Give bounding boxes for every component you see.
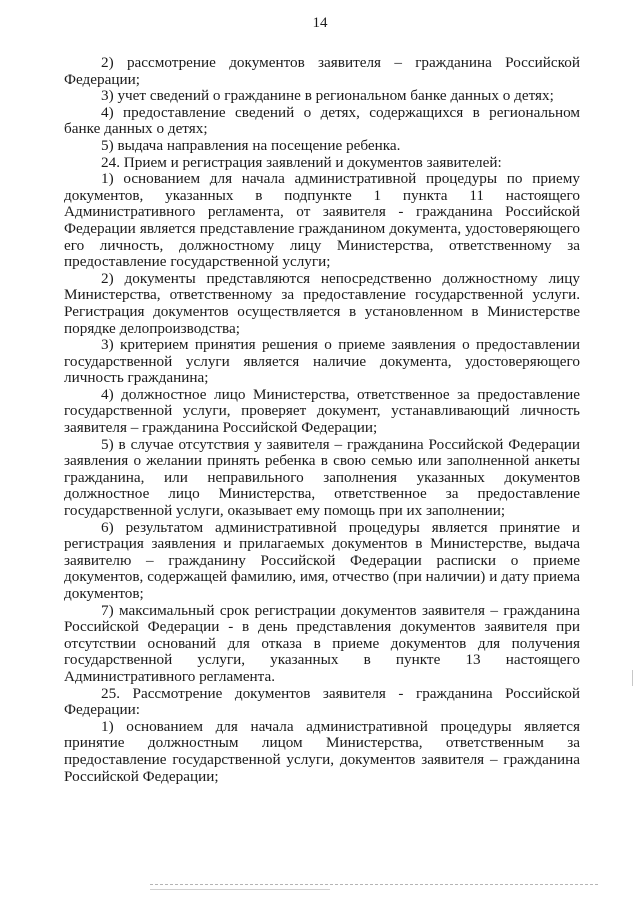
scan-artifact-line bbox=[150, 884, 598, 885]
page-number: 14 bbox=[312, 15, 328, 31]
paragraph-item-5: 5) выдача направления на посещение ребенка. bbox=[101, 136, 401, 154]
section-24-item-2: 2) документы представляются непосредственно должностному лицу Министерства, ответственному за предоставление государственной услуги. Регистрация документов осуществляется в установленном в Министерстве порядке делопроизводства; bbox=[64, 269, 580, 337]
section-24-item-5: 5) в случае отсутствия у заявителя – гражданина Российской Федерации заявления о желании принять ребенка в свою семью или заполненной анкеты гражданина, или неправильного заполнения указанных документов должностное лицо Министерства, ответственное за предоставление государственной услуги, оказывает ему помощь при их заполнении; bbox=[64, 435, 580, 520]
document-body bbox=[64, 55, 580, 785]
section-25-item-1: 1) основанием для начала административной процедуры является принятие должностным лицом Министерства, ответственным за предоставление государственной услуги, документов заявителя – гражданина Российской Федерации; bbox=[64, 717, 580, 785]
section-24-item-1: 1) основанием для начала административной процедуры по приему документов, указанных в подпункте 1 пункта 11 настоящего Административного регламента, от заявителя - гражданина Российской Федерации является представление гражданином документа, удостоверяющего его личность, должностному лицу Министерства, ответственному за предоставление государственной услуги; bbox=[64, 170, 580, 271]
section-25-heading: 25. Рассмотрение документов заявителя - гражданина Российской Федерации: bbox=[64, 684, 580, 719]
section-24-item-7: 7) максимальный срок регистрации документов заявителя – гражданина Российской Федерации - в день представления документов заявителя при отсутствии оснований для отказа в приеме документов для получения государственной услуги, указанных в пункте 13 настоящего Административного регламента. bbox=[64, 601, 580, 685]
section-24-item-4: 4) должностное лицо Министерства, ответственное за предоставление государственной услуги, проверяет документ, устанавливающий личность заявителя – гражданина Российской Федерации; bbox=[64, 385, 580, 437]
section-24-item-3: 3) критерием принятия решения о приеме заявления о предоставлении государственной услуги является наличие документа, удостоверяющего личность гражданина; bbox=[64, 336, 580, 387]
margin-scan-mark bbox=[632, 670, 633, 686]
paragraph-item-2: 2) рассмотрение документов заявителя – гражданина Российской Федерации; bbox=[64, 54, 580, 88]
paragraph-item-4: 4) предоставление сведений о детях, содержащихся в региональном банке данных о детях; bbox=[64, 103, 580, 138]
scan-artifact-line-secondary bbox=[150, 889, 330, 890]
section-24-item-6: 6) результатом административной процедуры является принятие и регистрация заявления и прилагаемых документов в Министерстве, выдача заявителю – гражданину Российской Федерации расписки о приеме документов, содержащей фамилию, имя, отчество (при наличии) и дату приема документов; bbox=[64, 518, 580, 602]
paragraph-item-3: 3) учет сведений о гражданине в региональном банке данных о детях; bbox=[101, 87, 554, 105]
section-24-heading: 24. Прием и регистрация заявлений и документов заявителей: bbox=[101, 153, 502, 171]
